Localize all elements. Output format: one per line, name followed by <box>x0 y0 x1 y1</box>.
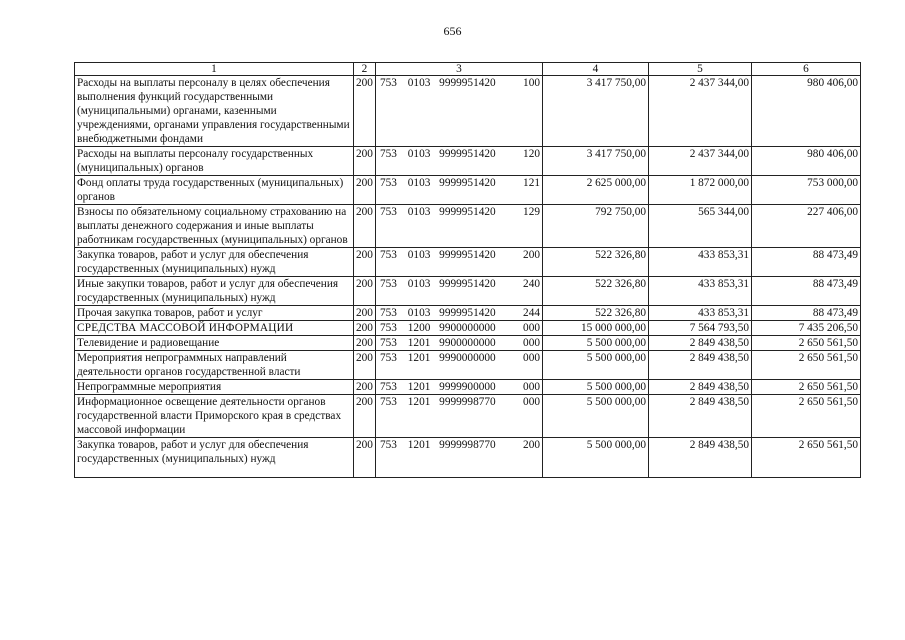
row-ved: 753 <box>380 206 397 218</box>
row-ved: 753 <box>380 337 397 349</box>
row-value-6: 88 473,49 <box>752 248 861 277</box>
row-code <box>376 438 543 478</box>
row-ved: 753 <box>380 381 397 393</box>
row-vr: 100 <box>523 77 540 89</box>
row-rz: 1201 <box>407 439 431 451</box>
column-header-3: 3 <box>376 63 543 76</box>
table-row <box>75 306 861 321</box>
table-row <box>75 176 861 205</box>
row-code <box>376 306 543 321</box>
table-row <box>75 205 861 248</box>
table-row <box>75 248 861 277</box>
row-value-4: 792 750,00 <box>543 205 649 248</box>
row-name: Закупка товаров, работ и услуг для обеспечения государственных (муниципальных) нужд <box>75 248 354 277</box>
row-name: Иные закупки товаров, работ и услуг для обеспечения государственных (муниципальных) нужд <box>75 277 354 306</box>
row-name: Информационное освещение деятельности органов государственной власти Приморского края в средствах массовой информации <box>75 395 354 438</box>
row-name: СРЕДСТВА МАССОВОЙ ИНФОРМАЦИИ <box>75 321 354 336</box>
row-name: Мероприятия непрограммных направлений деятельности органов государственной власти <box>75 351 354 380</box>
row-name: Телевидение и радиовещание <box>75 336 354 351</box>
row-code <box>376 321 543 336</box>
row-value-6: 88 473,49 <box>752 277 861 306</box>
row-csr: 9999951420 <box>439 177 496 189</box>
row-rz: 0103 <box>407 249 431 261</box>
row-value-5: 2 437 344,00 <box>649 76 752 147</box>
row-rz: 0103 <box>407 307 431 319</box>
row-code <box>376 380 543 395</box>
row-csr: 9900000000 <box>439 322 496 334</box>
row-vr: 129 <box>523 206 540 218</box>
row-vr: 000 <box>523 337 540 349</box>
row-rz: 0103 <box>407 148 431 160</box>
row-rz: 1201 <box>407 337 431 349</box>
row-csr: 9999951420 <box>439 148 496 160</box>
row-value-6: 2 650 561,50 <box>752 351 861 380</box>
row-csr: 9999951420 <box>439 77 496 89</box>
row-col2: 200 <box>354 351 376 380</box>
row-col2: 200 <box>354 277 376 306</box>
table-row <box>75 336 861 351</box>
column-header-5: 5 <box>649 63 752 76</box>
row-value-6: 7 435 206,50 <box>752 321 861 336</box>
column-header-2: 2 <box>354 63 376 76</box>
row-value-4: 3 417 750,00 <box>543 76 649 147</box>
row-value-5: 565 344,00 <box>649 205 752 248</box>
row-vr: 000 <box>523 381 540 393</box>
row-value-4: 5 500 000,00 <box>543 336 649 351</box>
row-rz: 0103 <box>407 77 431 89</box>
header-row <box>75 63 861 76</box>
table-body <box>75 76 861 478</box>
row-rz: 1201 <box>407 396 431 408</box>
row-name: Закупка товаров, работ и услуг для обеспечения государственных (муниципальных) нужд <box>75 438 354 478</box>
row-vr: 200 <box>523 439 540 451</box>
row-value-4: 3 417 750,00 <box>543 147 649 176</box>
row-col2: 200 <box>354 147 376 176</box>
row-name: Непрограммные мероприятия <box>75 380 354 395</box>
row-value-5: 2 437 344,00 <box>649 147 752 176</box>
row-value-4: 5 500 000,00 <box>543 380 649 395</box>
row-name: Фонд оплаты труда государственных (муниципальных) органов <box>75 176 354 205</box>
row-name: Взносы по обязательному социальному страхованию на выплаты денежного содержания и иные выплаты работникам государственных (муниципальных) органов <box>75 205 354 248</box>
row-value-6: 753 000,00 <box>752 176 861 205</box>
row-value-5: 2 849 438,50 <box>649 438 752 478</box>
row-value-5: 2 849 438,50 <box>649 336 752 351</box>
row-code <box>376 76 543 147</box>
row-vr: 121 <box>523 177 540 189</box>
table-row <box>75 380 861 395</box>
row-name: Расходы на выплаты персоналу государственных (муниципальных) органов <box>75 147 354 176</box>
row-value-4: 522 326,80 <box>543 248 649 277</box>
row-csr: 9990000000 <box>439 352 496 364</box>
row-col2: 200 <box>354 176 376 205</box>
row-rz: 0103 <box>407 177 431 189</box>
row-csr: 9900000000 <box>439 337 496 349</box>
row-rz: 1201 <box>407 381 431 393</box>
row-ved: 753 <box>380 249 397 261</box>
row-ved: 753 <box>380 396 397 408</box>
table-row <box>75 277 861 306</box>
row-csr: 9999951420 <box>439 206 496 218</box>
row-rz: 0103 <box>407 278 431 290</box>
row-ved: 753 <box>380 278 397 290</box>
row-col2: 200 <box>354 321 376 336</box>
row-code <box>376 205 543 248</box>
row-col2: 200 <box>354 205 376 248</box>
row-col2: 200 <box>354 248 376 277</box>
table-row <box>75 351 861 380</box>
budget-table <box>74 62 861 478</box>
row-value-6: 2 650 561,50 <box>752 395 861 438</box>
table-row <box>75 395 861 438</box>
row-value-5: 2 849 438,50 <box>649 395 752 438</box>
row-vr: 000 <box>523 352 540 364</box>
row-col2: 200 <box>354 438 376 478</box>
row-col2: 200 <box>354 306 376 321</box>
row-code <box>376 176 543 205</box>
row-vr: 244 <box>523 307 540 319</box>
row-vr: 200 <box>523 249 540 261</box>
row-value-4: 5 500 000,00 <box>543 438 649 478</box>
row-value-6: 2 650 561,50 <box>752 380 861 395</box>
row-col2: 200 <box>354 380 376 395</box>
row-rz: 1201 <box>407 352 431 364</box>
row-code <box>376 351 543 380</box>
row-value-6: 980 406,00 <box>752 76 861 147</box>
row-ved: 753 <box>380 439 397 451</box>
row-col2: 200 <box>354 76 376 147</box>
column-header-6: 6 <box>752 63 861 76</box>
row-code <box>376 147 543 176</box>
row-ved: 753 <box>380 177 397 189</box>
row-value-6: 980 406,00 <box>752 147 861 176</box>
row-value-5: 433 853,31 <box>649 248 752 277</box>
row-csr: 9999900000 <box>439 381 496 393</box>
row-value-6: 2 650 561,50 <box>752 336 861 351</box>
column-header-4: 4 <box>543 63 649 76</box>
row-ved: 753 <box>380 148 397 160</box>
row-vr: 240 <box>523 278 540 290</box>
row-name: Прочая закупка товаров, работ и услуг <box>75 306 354 321</box>
row-csr: 9999951420 <box>439 278 496 290</box>
row-csr: 9999951420 <box>439 307 496 319</box>
row-rz: 0103 <box>407 206 431 218</box>
row-value-5: 433 853,31 <box>649 306 752 321</box>
row-code <box>376 395 543 438</box>
table-row <box>75 76 861 147</box>
row-ved: 753 <box>380 352 397 364</box>
row-col2: 200 <box>354 395 376 438</box>
row-value-4: 5 500 000,00 <box>543 351 649 380</box>
row-value-4: 15 000 000,00 <box>543 321 649 336</box>
row-csr: 9999951420 <box>439 249 496 261</box>
row-value-4: 2 625 000,00 <box>543 176 649 205</box>
row-value-4: 5 500 000,00 <box>543 395 649 438</box>
row-value-4: 522 326,80 <box>543 306 649 321</box>
row-code <box>376 248 543 277</box>
row-ved: 753 <box>380 77 397 89</box>
row-value-5: 2 849 438,50 <box>649 380 752 395</box>
row-vr: 000 <box>523 322 540 334</box>
row-value-5: 433 853,31 <box>649 277 752 306</box>
row-csr: 9999998770 <box>439 396 496 408</box>
row-value-6: 2 650 561,50 <box>752 438 861 478</box>
row-ved: 753 <box>380 322 397 334</box>
row-value-5: 7 564 793,50 <box>649 321 752 336</box>
table-row <box>75 147 861 176</box>
row-code <box>376 336 543 351</box>
row-csr: 9999998770 <box>439 439 496 451</box>
row-vr: 120 <box>523 148 540 160</box>
row-ved: 753 <box>380 307 397 319</box>
table-row <box>75 321 861 336</box>
row-code <box>376 277 543 306</box>
row-vr: 000 <box>523 396 540 408</box>
row-value-5: 2 849 438,50 <box>649 351 752 380</box>
row-name: Расходы на выплаты персоналу в целях обеспечения выполнения функций государственными (муниципальными) органами, казенными учреждениями, органами управления государственными внебюджетными фондами <box>75 76 354 147</box>
row-col2: 200 <box>354 336 376 351</box>
row-value-4: 522 326,80 <box>543 277 649 306</box>
row-value-5: 1 872 000,00 <box>649 176 752 205</box>
row-value-6: 227 406,00 <box>752 205 861 248</box>
page-number: 656 <box>443 24 462 38</box>
row-value-6: 88 473,49 <box>752 306 861 321</box>
row-rz: 1200 <box>407 322 431 334</box>
table-row <box>75 438 861 478</box>
column-header-1: 1 <box>75 63 354 76</box>
